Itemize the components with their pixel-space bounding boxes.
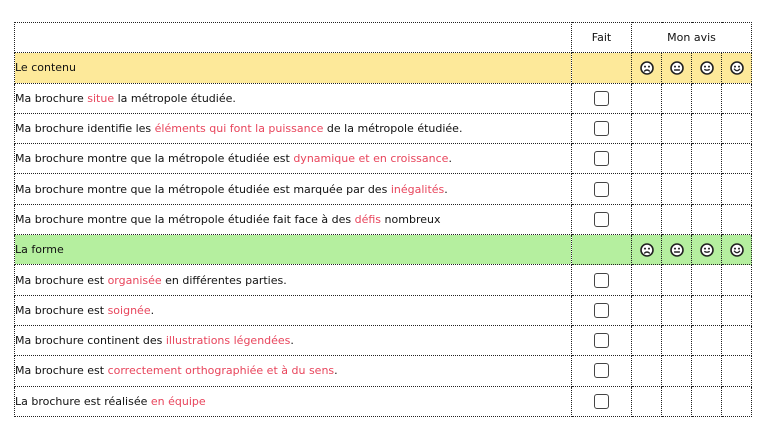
rating-cell — [692, 53, 722, 83]
fait-cell — [572, 204, 632, 234]
criterion-text-part: La brochure est réalisée — [15, 394, 151, 408]
slight-smile-icon — [700, 243, 714, 257]
criterion-text-part: Ma brochure est — [15, 364, 108, 378]
criterion-text — [15, 386, 572, 416]
rating-input-cell[interactable] — [692, 174, 722, 204]
grinning-face-icon — [730, 243, 744, 257]
rating-cell — [632, 235, 662, 265]
rating-input-cell[interactable] — [692, 386, 722, 416]
rating-input-cell[interactable] — [632, 325, 662, 355]
criterion-row — [15, 204, 752, 234]
criterion-text — [15, 325, 572, 355]
criterion-text-part: Ma brochure identifie les — [15, 122, 155, 136]
header-fait: Fait — [572, 23, 632, 53]
fait-checkbox[interactable] — [594, 121, 609, 136]
criterion-text — [15, 295, 572, 325]
fait-cell — [572, 174, 632, 204]
highlighted-keyword: éléments qui font la puissance — [154, 122, 324, 136]
highlighted-keyword: en équipe — [150, 394, 206, 408]
highlighted-keyword: organisée — [107, 273, 162, 287]
rating-input-cell[interactable] — [662, 174, 692, 204]
criterion-text-part: Ma brochure est — [15, 303, 108, 317]
rating-input-cell[interactable] — [662, 356, 692, 386]
highlighted-keyword: défis — [354, 212, 382, 226]
rating-cell — [722, 53, 752, 83]
criterion-text-part: nombreux — [381, 212, 441, 226]
criterion-text-part: . — [334, 364, 338, 378]
fait-checkbox[interactable] — [594, 363, 609, 378]
rating-input-cell[interactable] — [632, 113, 662, 143]
rating-input-cell[interactable] — [692, 265, 722, 295]
fait-checkbox[interactable] — [594, 273, 609, 288]
rating-input-cell[interactable] — [632, 174, 662, 204]
rating-input-cell[interactable] — [662, 204, 692, 234]
fait-cell — [572, 113, 632, 143]
highlighted-keyword: illustrations légendées — [165, 334, 291, 348]
rating-input-cell[interactable] — [722, 204, 752, 234]
rating-cell — [632, 53, 662, 83]
rating-input-cell[interactable] — [632, 386, 662, 416]
rating-input-cell[interactable] — [692, 295, 722, 325]
criterion-text-part: . — [290, 334, 294, 348]
rating-input-cell[interactable] — [722, 174, 752, 204]
criterion-text-part: . — [150, 303, 155, 317]
frowning-face-icon — [640, 61, 654, 75]
rating-input-cell[interactable] — [662, 113, 692, 143]
evaluation-grid — [14, 22, 752, 417]
fait-checkbox[interactable] — [594, 151, 609, 166]
criterion-text-part: Ma brochure est — [15, 273, 108, 287]
section-header-row — [15, 53, 752, 83]
highlighted-keyword: soignée — [107, 303, 151, 317]
header-row — [15, 23, 752, 53]
criterion-row — [15, 83, 752, 113]
fait-cell — [572, 144, 632, 174]
criterion-row — [15, 174, 752, 204]
highlighted-keyword: correctement orthographiée et à du sens — [107, 364, 335, 378]
rating-cell — [662, 235, 692, 265]
fait-cell — [572, 356, 632, 386]
criterion-text-part: Ma brochure — [15, 91, 88, 105]
rating-input-cell[interactable] — [662, 295, 692, 325]
criterion-text-part: Ma brochure montre que la métropole étudiée fait face à des — [15, 212, 355, 226]
criterion-text — [15, 204, 572, 234]
criterion-text-part: Ma brochure continent des — [15, 334, 166, 348]
rating-input-cell[interactable] — [632, 204, 662, 234]
criterion-text — [15, 174, 572, 204]
fait-checkbox[interactable] — [594, 212, 609, 227]
rating-input-cell[interactable] — [662, 386, 692, 416]
section-fait-cell — [572, 53, 632, 83]
rating-input-cell[interactable] — [632, 144, 662, 174]
rating-input-cell[interactable] — [722, 356, 752, 386]
fait-checkbox[interactable] — [594, 303, 609, 318]
rating-input-cell[interactable] — [722, 325, 752, 355]
neutral-face-icon — [670, 243, 684, 257]
slight-smile-icon — [700, 61, 714, 75]
rating-input-cell[interactable] — [722, 265, 752, 295]
section-title: Le contenu — [15, 53, 572, 83]
criterion-text — [15, 356, 572, 386]
rating-input-cell[interactable] — [722, 144, 752, 174]
fait-cell — [572, 295, 632, 325]
fait-cell — [572, 265, 632, 295]
rating-input-cell[interactable] — [632, 295, 662, 325]
fait-cell — [572, 325, 632, 355]
frowning-face-icon — [640, 243, 654, 257]
rating-input-cell[interactable] — [692, 325, 722, 355]
fait-checkbox[interactable] — [594, 182, 609, 197]
highlighted-keyword: dynamique et en croissance — [293, 152, 449, 166]
criterion-row — [15, 356, 752, 386]
highlighted-keyword: situe — [87, 91, 115, 105]
header-mon-avis: Mon avis — [632, 23, 752, 53]
rating-cell — [692, 235, 722, 265]
rating-input-cell[interactable] — [662, 265, 692, 295]
fait-checkbox[interactable] — [594, 333, 609, 348]
rating-input-cell[interactable] — [662, 325, 692, 355]
criterion-text-part: . — [444, 182, 448, 196]
rating-input-cell[interactable] — [662, 83, 692, 113]
fait-cell — [572, 386, 632, 416]
criterion-text-part: Ma brochure montre que la métropole étudiée est — [15, 152, 294, 166]
rating-input-cell[interactable] — [722, 83, 752, 113]
rating-input-cell[interactable] — [692, 356, 722, 386]
rating-input-cell[interactable] — [632, 83, 662, 113]
criterion-text-part: . — [448, 152, 452, 166]
criterion-text-part: en différentes parties. — [161, 273, 287, 287]
neutral-face-icon — [670, 61, 684, 75]
section-header-row — [15, 235, 752, 265]
criterion-text — [15, 83, 572, 113]
criterion-text — [15, 113, 572, 143]
criterion-text-part: la métropole étudiée. — [114, 91, 236, 105]
fait-checkbox[interactable] — [594, 91, 609, 106]
criterion-row — [15, 295, 752, 325]
criterion-row — [15, 265, 752, 295]
fait-checkbox[interactable] — [594, 394, 609, 409]
criterion-row — [15, 325, 752, 355]
highlighted-keyword: inégalités — [390, 182, 445, 196]
section-title: La forme — [15, 235, 572, 265]
rating-input-cell[interactable] — [632, 265, 662, 295]
rating-input-cell[interactable] — [632, 356, 662, 386]
rating-cell — [722, 235, 752, 265]
criterion-text — [15, 265, 572, 295]
criterion-row — [15, 386, 752, 416]
grinning-face-icon — [730, 61, 744, 75]
rating-input-cell[interactable] — [692, 83, 722, 113]
criterion-row — [15, 144, 752, 174]
section-fait-cell — [572, 235, 632, 265]
rating-input-cell[interactable] — [662, 144, 692, 174]
criterion-text-part: Ma brochure montre que la métropole étudiée est marquée par des — [15, 182, 391, 196]
criterion-row — [15, 113, 752, 143]
rating-cell — [662, 53, 692, 83]
rating-input-cell[interactable] — [692, 204, 722, 234]
criterion-text — [15, 144, 572, 174]
rating-input-cell[interactable] — [722, 295, 752, 325]
rating-input-cell[interactable] — [722, 113, 752, 143]
rating-input-cell[interactable] — [692, 144, 722, 174]
header-empty-cell — [15, 23, 572, 53]
fait-cell — [572, 83, 632, 113]
criterion-text-part: de la métropole étudiée. — [323, 122, 463, 136]
rating-input-cell[interactable] — [722, 386, 752, 416]
rating-input-cell[interactable] — [692, 113, 722, 143]
